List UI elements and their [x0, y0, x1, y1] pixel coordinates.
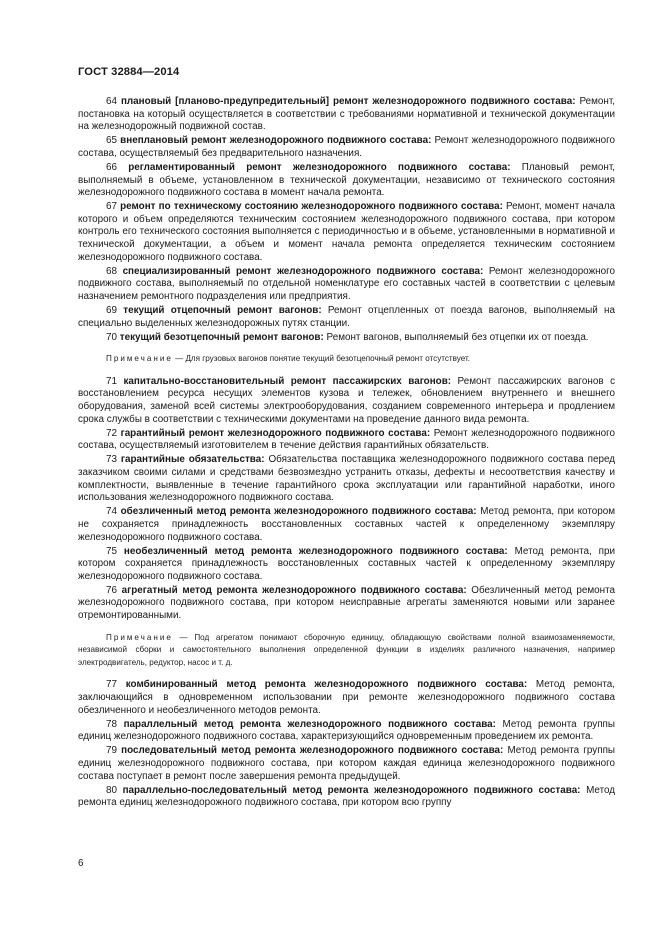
document-header: ГОСТ 32884—2014 [78, 66, 180, 78]
definition-entry [78, 428, 615, 453]
entry-definition: Ремонт, постановка на который осуществляется в соответствии с требованиями нормативной и технической документации на железнодорожный подвижной состав. [78, 96, 615, 133]
entry-number: 69 [106, 305, 117, 316]
entry-number: 72 [106, 427, 117, 439]
note-text: — Под агрегатом понимают сборочную единицу, обладающую свойствами полной взаимозаменяемости, независимой сборки и самостоятельного выполнения определенной функции в изделиях различного назначения, например электродвигатель, редуктор, насос и т. д. [78, 632, 615, 667]
definition-entry [78, 201, 615, 264]
entry-definition: Метод ремонта, при котором не сохраняется принадлежность восстановленных составных частей к определенному экземпляру железнодорожного подвижного состава. [78, 506, 615, 543]
entry-term: параллельно-последовательный метод ремонта железнодорожного подвижного состава: [122, 784, 581, 796]
entry-term: капитально-восстановительный ремонт пассажирских вагонов: [123, 375, 452, 387]
entry-term: агрегатный метод ремонта железнодорожного подвижного состава: [121, 584, 467, 596]
definition-entry [78, 376, 615, 426]
entry-term: последовательный метод ремонта железнодорожного подвижного состава: [121, 745, 504, 757]
entry-term: ремонт по техническому состоянию железнодорожного подвижного состава: [120, 201, 503, 213]
entries-group-3 [78, 679, 615, 809]
entry-number: 80 [106, 784, 117, 796]
entry-definition: Метод ремонта, при котором сохраняется принадлежность восстановленных составных частей к определенному экземпляру железнодорожного подвижного состава. [78, 545, 615, 582]
entry-term: специализированный ремонт железнодорожного подвижного состава: [122, 265, 484, 277]
entry-term: обезличенный метод ремонта железнодорожного подвижного состава: [120, 506, 477, 518]
entry-definition: Ремонт железнодорожного подвижного состава, осуществляемый без предварительного назначения. [78, 135, 615, 159]
entry-definition: Обезличенный метод ремонта железнодорожного подвижного состава, при котором неисправные агрегаты заменяются новыми или заранее отремонтированными. [78, 584, 615, 622]
entry-definition: Ремонт, момент начала которого и объем определяются техническим состоянием железнодорожного подвижного состава, при котором контроль его технического состояния выполняется с периодичностью и в объеме, установленными в нормативной и технической документации, а объем и момент начала ремонта определяется техническим состоянием железнодорожного подвижного состава. [78, 201, 615, 263]
entry-number: 70 [106, 331, 117, 343]
entry-definition: Ремонт вагонов, выполняемый без отцепки их от поезда. [326, 331, 589, 343]
entry-number: 77 [106, 679, 117, 691]
definition-entry [78, 506, 615, 544]
entry-number: 66 [106, 161, 117, 173]
note-1 [78, 353, 615, 366]
note-label: Примечание [106, 632, 173, 642]
entry-term: параллельный метод ремонта железнодорожного подвижного состава: [123, 718, 496, 730]
entry-term: гарантийные обязательства: [120, 454, 265, 466]
entry-term: комбинированный метод ремонта железнодорожного подвижного состава: [125, 679, 528, 691]
entry-definition: Метод ремонта группы единиц железнодорожного подвижного состава, характеризующийся одновременным проведением их ремонта. [78, 718, 615, 743]
page-number: 6 [78, 858, 84, 869]
entries-group-2 [78, 376, 615, 623]
entry-definition: Ремонт железнодорожного подвижного состава, выполняемый по отдельной номенклатуре его составных частей в соответствии с целевым назначением ремонтного подразделения или предприятия. [78, 265, 615, 302]
definition-entry [78, 305, 615, 330]
entry-definition: Метод ремонта, заключающийся в одновременном использовании при ремонте железнодорожного подвижного состава обезличенного и необезличенного методов ремонта. [78, 679, 615, 716]
definition-entry [78, 454, 615, 504]
entry-term: текущий безотцепочный ремонт вагонов: [119, 331, 324, 343]
definition-entry [78, 719, 615, 744]
entry-number: 76 [106, 584, 117, 596]
entry-definition: Плановый ремонт, выполняемый в объеме, установленном в технической документации, независимо от технического состояния железнодорожного подвижного состава в момент начала ремонта. [78, 161, 616, 199]
entry-number: 75 [106, 545, 117, 557]
definition-entry [78, 96, 615, 134]
definition-entry [78, 785, 615, 810]
note-text: — Для грузовых вагонов понятие текущий безотцепочный ремонт отсутствует. [175, 354, 471, 364]
entry-number: 64 [106, 96, 117, 107]
entry-definition: Ремонт отцепленных от поезда вагонов, выполняемый на специально выделенных железнодорожных путях станции. [78, 305, 615, 329]
entry-definition: Метод ремонта единиц железнодорожного подвижного состава, при котором всю группу [78, 784, 616, 809]
entry-number: 71 [106, 375, 117, 387]
entries-group-1 [78, 96, 615, 344]
entry-term: гарантийный ремонт железнодорожного подвижного состава: [120, 427, 431, 439]
definition-entry [78, 332, 615, 345]
entry-number: 74 [106, 506, 117, 518]
definition-entry [78, 679, 615, 717]
definition-entry [78, 585, 615, 623]
definition-entry [78, 162, 615, 200]
entry-term: внеплановый ремонт железнодорожного подвижного состава: [120, 135, 432, 147]
entry-term: текущий отцепочный ремонт вагонов: [123, 305, 322, 316]
entry-number: 78 [106, 718, 117, 730]
definition-entry [78, 135, 615, 160]
document-body [78, 96, 615, 811]
note-label: Примечание [106, 354, 173, 364]
definition-entry [78, 546, 615, 584]
definition-entry [78, 266, 615, 304]
entry-definition: Метод ремонта группы единиц железнодорожного подвижного состава, при котором каждая единица железнодорожного подвижного состава поступает в ремонт после завершения ремонта предыдущей. [78, 745, 616, 782]
entry-definition: Ремонт пассажирских вагонов с восстановлением ресурса несущих элементов кузова и тележек, обновлением внутреннего и внешнего оборудования, заменой всей системы электрооборудования, созданием современного интерьера и продлением срока службы в соответствии с техническими документами на проведение данного вида ремонта. [78, 375, 616, 425]
entry-term: необезличенный метод ремонта железнодорожного подвижного состава: [123, 545, 508, 557]
entry-term: плановый [планово-предупредительный] ремонт железнодорожного подвижного состава: [120, 96, 576, 107]
entry-definition: Обязательства поставщика железнодорожного подвижного состава перед заказчиком своими силами и средствами безвозмездно устранить отказы, дефекты и несоответствия качеству и комплектности, выявленные в течение гарантийного срока эксплуатации или гарантийной наработки, иного использования железнодорожного подвижного состава. [78, 454, 615, 504]
entry-term: регламентированный ремонт железнодорожного подвижного состава: [128, 161, 511, 173]
entry-number: 65 [106, 135, 117, 147]
entry-number: 67 [106, 201, 117, 213]
entry-number: 68 [106, 265, 117, 277]
entry-definition: Ремонт железнодорожного подвижного состава, осуществляемый изготовителем в течение действия гарантийных обязательств. [78, 427, 615, 452]
definition-entry [78, 745, 615, 783]
entry-number: 79 [106, 745, 117, 757]
entry-number: 73 [106, 454, 117, 466]
note-2 [78, 632, 615, 670]
